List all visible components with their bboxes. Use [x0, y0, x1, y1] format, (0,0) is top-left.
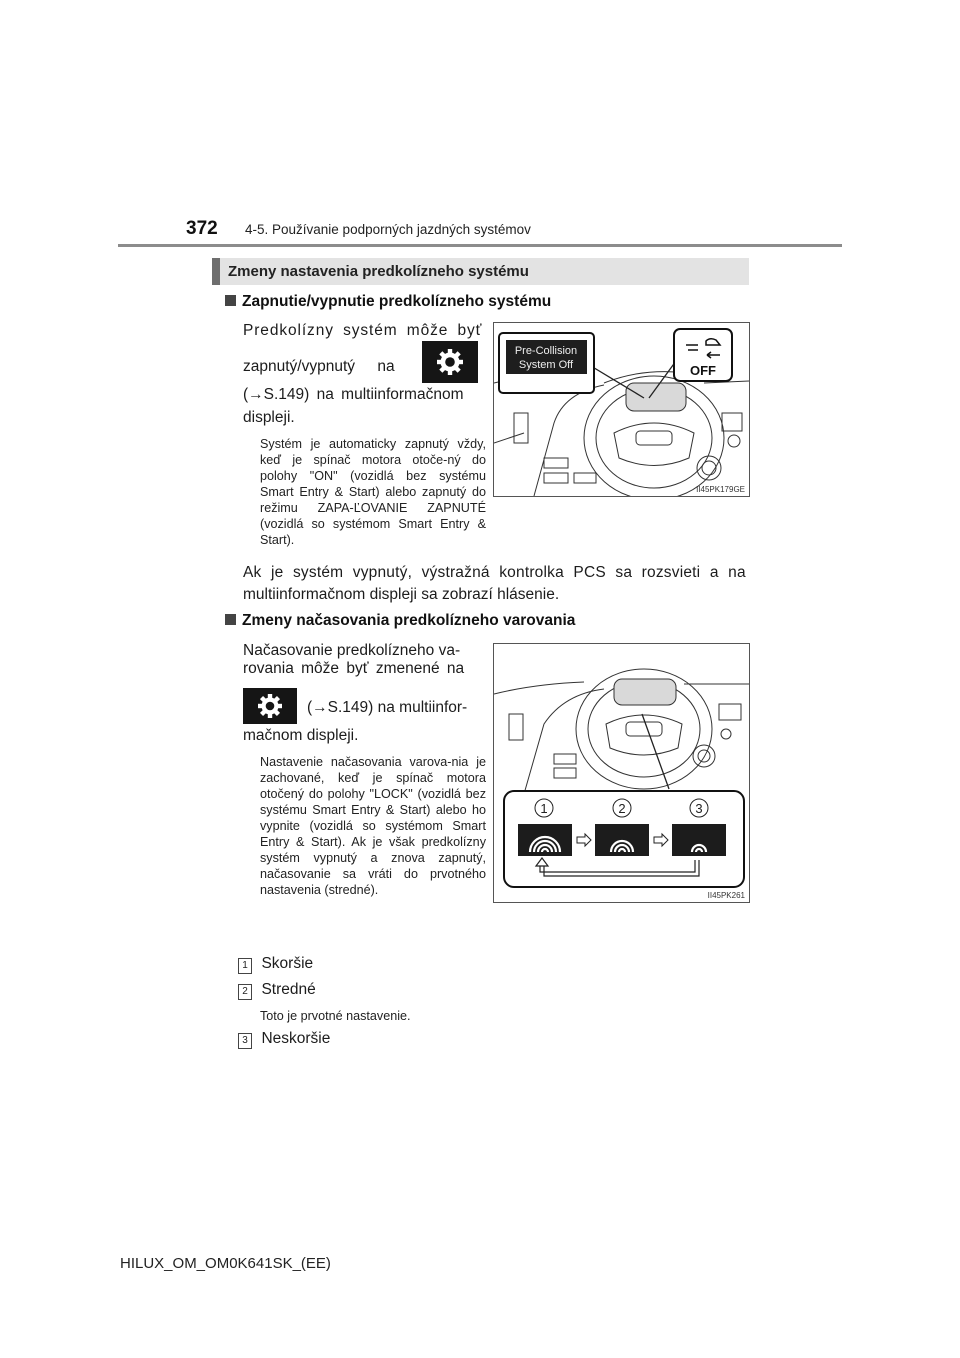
square-bullet-icon — [225, 614, 236, 625]
list-item — [238, 955, 313, 974]
option-label-2: 2 — [618, 801, 626, 816]
list-note: Toto je prvotné nastavenie. — [260, 1009, 411, 1023]
figure-timing — [493, 643, 750, 903]
page-number: 372 — [186, 218, 218, 239]
dashboard-illustration — [494, 323, 749, 496]
subheading-timing-text: Zmeny načasovania predkolízneho varovania — [242, 612, 576, 629]
list-label: Neskoršie — [261, 1030, 331, 1047]
block2-line3: (→S.149) na multiinfor- — [307, 699, 468, 716]
chapter-title: 4-5. Používanie podporných jazdných systémov — [245, 222, 531, 237]
display-text-line1: Pre-Collision — [514, 345, 578, 357]
figure-pcs-off — [493, 322, 750, 497]
dashboard-timing-illustration — [494, 644, 749, 902]
display-text-line2: System Off — [518, 359, 574, 371]
block2-line1: Načasovanie predkolízneho va- — [243, 642, 461, 659]
list-number: 3 — [238, 1033, 252, 1049]
block1-paragraph-line2: multiinformačnom displeji sa zobrazí hlásenie. — [243, 586, 560, 603]
block1-note: Systém je automaticky zapnutý vždy, keď je spínač motora otoče-ný do polohy "ON" (vozidlá bez systému Smart Entry & Start) alebo zapnutý do režimu ZAPA-ĽOVANIE ZAPNUTÉ (vozidlá so systémom Smart Entry & Start). — [260, 437, 486, 547]
figure-code: II45PK179GE — [696, 485, 745, 494]
list-item — [238, 981, 316, 1000]
option-label-3: 3 — [695, 801, 703, 816]
block1-line4: displeji. — [243, 409, 295, 426]
subheading-on-off-text: Zapnutie/vypnutie predkolízneho systému — [242, 293, 552, 310]
list-label: Stredné — [261, 981, 316, 998]
settings-tile — [422, 341, 478, 383]
subheading-on-off — [225, 293, 551, 311]
block1-line1: Predkolízny systém môže byť — [243, 322, 483, 339]
section-accent — [212, 258, 220, 285]
footer-model-code: HILUX_OM_OM0K641SK_(EE) — [120, 1255, 331, 1272]
timing-screen-early — [518, 824, 572, 856]
settings-tile — [243, 688, 297, 724]
block2-note: Nastavenie načasovania varova-nia je zachované, keď je spínač motora otočený do polohy "LOCK" (vozidlá bez systému Smart Entry & Start) alebo ho vypnite (vozidlá so systémom Smart Entry & Start). Ak je však predkolízny systém vypnutý a znova zapnutý, načasovanie sa vráti do prvotného nastavenia (stredné). — [260, 755, 486, 897]
section-title: Zmeny nastavenia predkolízneho systému — [228, 263, 529, 280]
list-label: Skoršie — [261, 955, 314, 972]
gear-icon — [243, 688, 297, 724]
option-label-1: 1 — [540, 801, 548, 816]
header-divider — [118, 244, 842, 247]
figure-code: II45PK261 — [707, 891, 745, 900]
indicator-off-text: OFF — [690, 363, 716, 378]
block1-line2: zapnutý/vypnutý na — [243, 358, 395, 375]
block2-line4: mačnom displeji. — [243, 727, 359, 744]
block1-paragraph-line1: Ak je systém vypnutý, výstražná kontrolka PCS sa rozsvieti a na — [243, 564, 746, 581]
timing-screen-late — [672, 824, 726, 856]
list-number: 1 — [238, 958, 252, 974]
block2-line2: rovania môže byť zmenené na — [243, 660, 465, 677]
list-item — [238, 1030, 330, 1049]
gear-icon — [422, 341, 478, 383]
block1-line3: (→S.149) na multiinformačnom — [243, 386, 464, 403]
subheading-timing — [225, 612, 575, 630]
list-number: 2 — [238, 984, 252, 1000]
square-bullet-icon — [225, 295, 236, 306]
section-heading — [212, 258, 749, 285]
timing-screen-middle — [595, 824, 649, 856]
